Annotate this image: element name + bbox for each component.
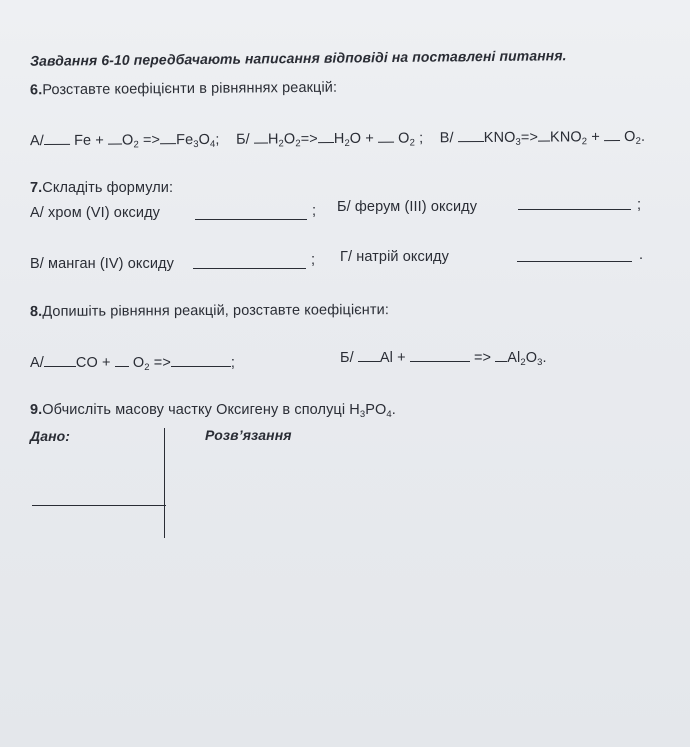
separator: ; xyxy=(637,197,642,213)
coef-blank[interactable] xyxy=(358,349,380,362)
q8-a-part: O xyxy=(132,355,145,371)
section-header: Завдання 6-10 передбачають написання відповіді на поставлені питання. xyxy=(29,47,567,69)
q6-c-lead: В/ xyxy=(439,130,454,147)
answer-line[interactable] xyxy=(193,268,306,269)
coef-blank[interactable] xyxy=(604,128,620,141)
subscript: 2 xyxy=(635,135,642,147)
q9-number: 9. xyxy=(30,402,43,418)
subscript: 3 xyxy=(515,136,521,148)
coef-blank[interactable] xyxy=(254,130,268,143)
subscript: 2 xyxy=(278,138,284,150)
q6-b-part: O + xyxy=(349,130,374,147)
q6-a-part: O xyxy=(121,132,134,149)
q6-a-part: => xyxy=(142,132,161,149)
q6-a-part: O xyxy=(198,131,211,148)
q6-c-part: => xyxy=(520,129,539,146)
separator: . xyxy=(639,247,644,263)
q6-a-part: ; xyxy=(215,131,220,148)
q9-text: PO xyxy=(365,402,387,418)
subscript: 2 xyxy=(133,139,139,151)
given-divider-horizontal xyxy=(32,505,166,506)
subscript: 2 xyxy=(344,137,350,149)
coef-blank[interactable] xyxy=(160,131,176,144)
q8-b-lead: Б/ xyxy=(340,350,354,366)
subscript: 4 xyxy=(209,138,216,150)
q8-number: 8. xyxy=(29,303,43,320)
coef-blank[interactable] xyxy=(115,354,129,367)
coef-blank[interactable] xyxy=(44,354,76,367)
q6-b-part: ; xyxy=(419,130,424,147)
subscript: 2 xyxy=(581,136,588,148)
q8-title xyxy=(30,302,389,320)
answer-line[interactable] xyxy=(518,209,631,210)
q6-text: Розставте коефіцієнти в рівняннях реакцій: xyxy=(42,79,338,99)
coef-blank[interactable] xyxy=(108,132,122,145)
q8-b-part: => xyxy=(473,350,492,366)
product-blank[interactable] xyxy=(171,354,231,367)
q7-item-b: Б/ ферум (III) оксиду xyxy=(337,199,478,215)
q8-a-lead: А/ xyxy=(30,355,44,371)
q6-c-part: + xyxy=(591,129,600,146)
q6-b-part: O xyxy=(283,131,296,148)
given-label: Дано: xyxy=(30,428,71,444)
answer-line[interactable] xyxy=(517,261,632,262)
q8-text: Допишіть рівняння реакцій, розставте коефіцієнти: xyxy=(42,302,389,320)
subscript: 4 xyxy=(386,409,392,420)
q6-b-part: => xyxy=(300,131,318,148)
q8-equation-a xyxy=(30,354,235,371)
q9-title xyxy=(30,402,396,418)
q7-item-d: Г/ натрій оксиду xyxy=(340,249,449,265)
q8-b-part: Al + xyxy=(379,350,406,366)
q8-b-part: Al xyxy=(507,350,521,366)
separator: ; xyxy=(312,203,317,219)
given-divider-vertical xyxy=(164,428,165,538)
subscript: 2 xyxy=(520,357,526,368)
subscript: 3 xyxy=(537,357,543,368)
q6-a-lead: А/ xyxy=(29,133,44,150)
subscript: 3 xyxy=(193,138,199,151)
q7-title xyxy=(30,180,173,196)
coef-blank[interactable] xyxy=(44,132,70,145)
coef-blank[interactable] xyxy=(538,129,550,142)
coef-blank[interactable] xyxy=(495,349,507,362)
q8-a-part: ; xyxy=(230,355,236,371)
q8-b-part: . xyxy=(542,350,547,366)
q6-c-part: KNO xyxy=(483,129,516,146)
q7-item-a: А/ хром (VI) оксиду xyxy=(30,205,161,221)
subscript: 3 xyxy=(359,409,366,420)
q8-b-part: O xyxy=(525,350,538,366)
answer-line[interactable] xyxy=(195,219,307,220)
coef-blank[interactable] xyxy=(378,130,394,143)
q6-equations xyxy=(30,128,645,149)
q7-text: Складіть формули: xyxy=(42,180,174,196)
subscript: 2 xyxy=(409,137,415,149)
q6-a-part: Fe + xyxy=(74,132,104,149)
q6-b-part: H xyxy=(267,131,279,148)
coef-blank[interactable] xyxy=(458,129,484,142)
q6-b-lead: Б/ xyxy=(235,131,250,148)
q8-equation-b xyxy=(340,349,547,366)
q6-number: 6. xyxy=(29,82,43,99)
q6-b-part: H xyxy=(333,130,345,148)
q9-text: . xyxy=(391,402,396,418)
separator: ; xyxy=(311,252,316,268)
subscript: 2 xyxy=(144,362,150,373)
q6-c-part: O xyxy=(624,128,636,145)
q6-title xyxy=(30,80,337,99)
q6-c-part: . xyxy=(640,128,646,145)
q7-number: 7. xyxy=(30,180,43,196)
q9-text: Обчисліть масову частку Оксигену в сполуці H xyxy=(42,402,360,418)
coef-blank[interactable] xyxy=(318,130,334,143)
solution-label: Розв’язання xyxy=(205,427,292,443)
q8-a-part: => xyxy=(153,355,171,371)
q7-item-c: В/ манган (IV) оксиду xyxy=(30,256,174,272)
q8-a-part: CO + xyxy=(75,355,111,371)
q6-b-part: O xyxy=(398,130,410,147)
reactant-blank[interactable] xyxy=(410,349,470,362)
q6-a-part: Fe xyxy=(176,132,194,149)
q6-c-part: KNO xyxy=(549,129,582,146)
subscript: 2 xyxy=(295,138,301,150)
